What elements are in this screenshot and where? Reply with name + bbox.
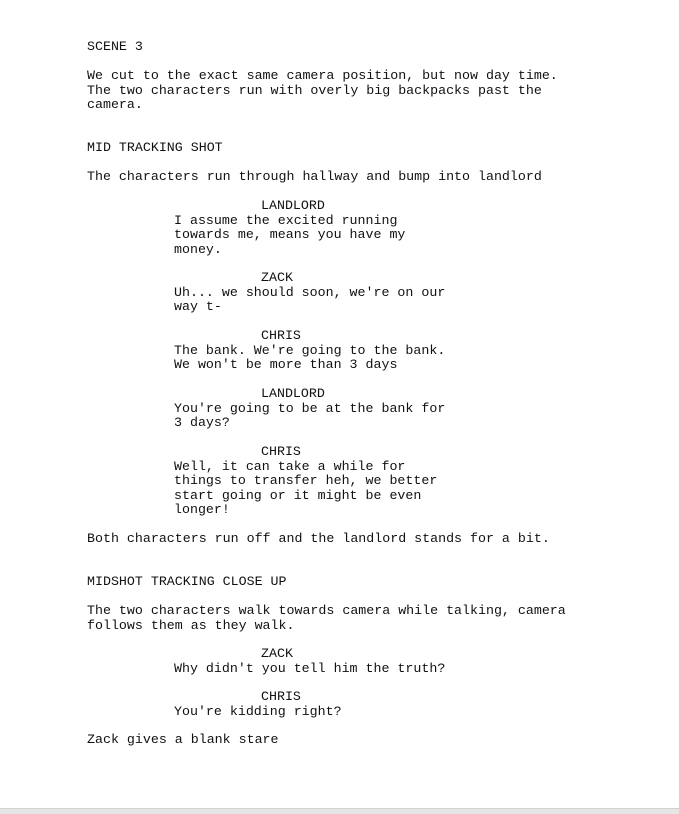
shot-heading: MID TRACKING SHOT bbox=[87, 140, 223, 155]
dialogue-line: Why didn't you tell him the truth? bbox=[174, 660, 446, 676]
dialogue-line: money. bbox=[174, 241, 222, 257]
dialogue-line: 3 days? bbox=[174, 415, 230, 430]
action-line: The characters run through hallway and bump into landlord bbox=[87, 169, 542, 184]
action-line: camera. bbox=[87, 97, 143, 112]
character-name: ZACK bbox=[261, 646, 293, 661]
dialogue-line: We won't be more than 3 days bbox=[174, 357, 398, 372]
dialogue-line: things to transfer heh, we better bbox=[174, 473, 438, 488]
dialogue-line: start going or it might be even bbox=[174, 487, 422, 503]
character-name: CHRIS bbox=[261, 328, 301, 343]
dialogue-line: longer! bbox=[174, 502, 230, 517]
dialogue-line: The bank. We're going to the bank. bbox=[174, 342, 446, 358]
action-line: We cut to the exact same camera position, but now day time. bbox=[87, 68, 558, 83]
action-line: The two characters walk towards camera while talking, camera bbox=[87, 603, 566, 618]
character-name: CHRIS bbox=[261, 689, 301, 704]
action-line: Zack gives a blank stare bbox=[87, 732, 279, 747]
character-name: LANDLORD bbox=[261, 386, 325, 401]
dialogue-line: I assume the excited running bbox=[174, 212, 398, 228]
dialogue-line: You're going to be at the bank for bbox=[174, 400, 446, 416]
dialogue-line: Well, it can take a while for bbox=[174, 458, 406, 474]
page-bottom-divider bbox=[0, 808, 679, 814]
character-name: CHRIS bbox=[261, 444, 301, 459]
scene-heading: SCENE 3 bbox=[87, 39, 143, 54]
action-line: Both characters run off and the landlord stands for a bit. bbox=[87, 531, 550, 546]
character-name: ZACK bbox=[261, 270, 293, 285]
dialogue-line: way t- bbox=[174, 299, 222, 314]
character-name: LANDLORD bbox=[261, 198, 325, 213]
dialogue-line: You're kidding right? bbox=[174, 703, 342, 719]
action-line: follows them as they walk. bbox=[87, 617, 295, 633]
dialogue-line: Uh... we should soon, we're on our bbox=[174, 284, 446, 300]
dialogue-line: towards me, means you have my bbox=[174, 227, 406, 242]
shot-heading: MIDSHOT TRACKING CLOSE UP bbox=[87, 574, 287, 589]
action-line: The two characters run with overly big backpacks past the bbox=[87, 82, 542, 98]
